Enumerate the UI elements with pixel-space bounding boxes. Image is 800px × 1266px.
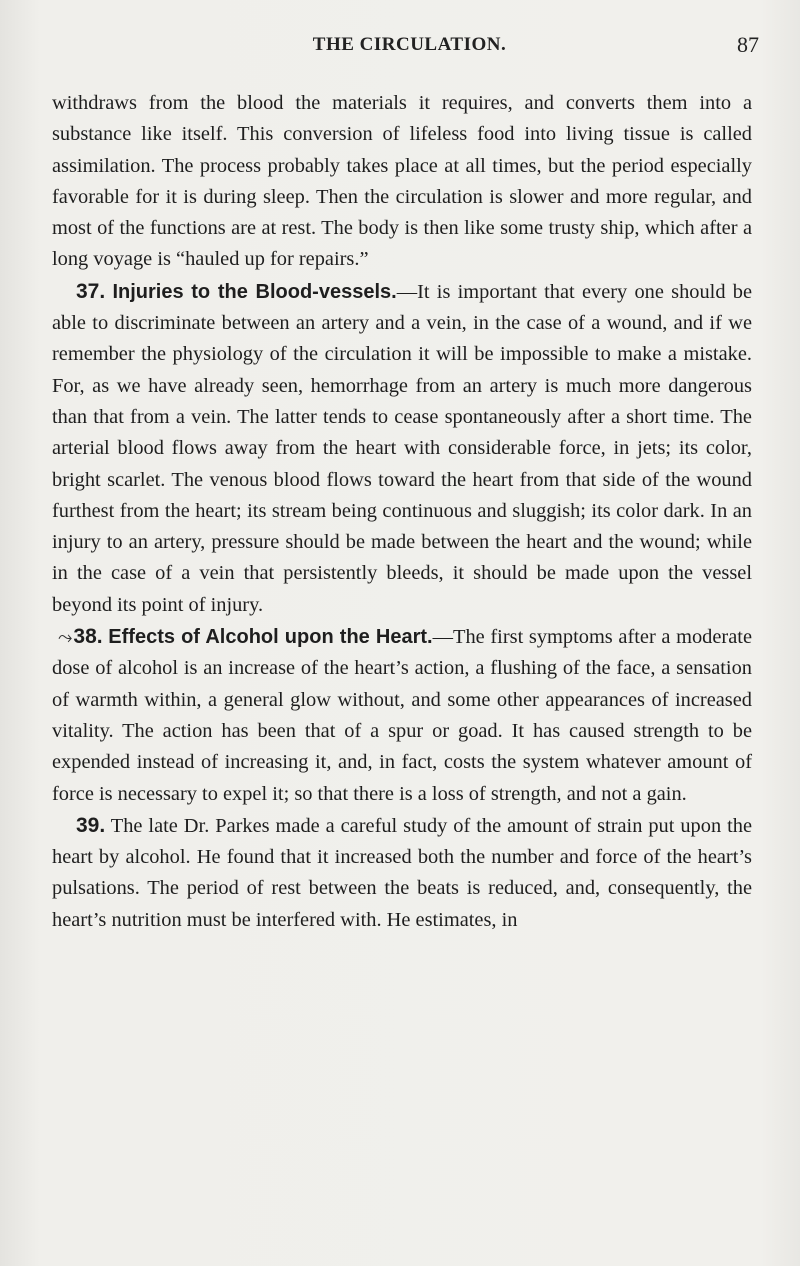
paragraph-continuation: withdraws from the blood the materials it requires, and converts them into a substance like itself. This conversion of lifeless food into living tissue is called assimilation. The process probably takes place at all times, but the period especially favorable for it is during sleep. Then the circulation is slower and more regular, and most of the functions are at rest. The body is then like some trusty ship, which after a long voyage is “hauled up for repairs.” bbox=[52, 92, 752, 271]
section-text: —It is important that every one should be able to discriminate between an artery and a vein, in the case of a wound, and if we remember the physiology of the circulation it will be impossible to make a mistake. For, as we have already seen, hemorrhage from an artery is much more dangerous than that from a vein. The latter tends to cease spontaneously after a short time. The arterial blood flows away from the heart with considerable force, in jets; its color, bright scarlet. The venous blood flows toward the heart from that side of the wound furthest from the heart; its stream being continuous and sluggish; its color dark. In an injury to an artery, pressure should be made between the heart and the wound; while in the case of a vein that persistently bleeds, it should be made upon the vessel beyond its point of injury. bbox=[52, 280, 752, 616]
running-head: THE CIRCULATION. bbox=[312, 34, 507, 55]
section-number: 37. bbox=[76, 279, 106, 303]
margin-mark-icon: ⤳ bbox=[58, 627, 73, 649]
section-number: 39. bbox=[76, 813, 106, 837]
body-text bbox=[52, 88, 752, 936]
section-title: Injuries to the Blood-vessels. bbox=[112, 280, 397, 303]
page-header bbox=[52, 34, 767, 64]
section-title: Effects of Alcohol upon the Heart. bbox=[108, 626, 433, 649]
section-text: —The first symptoms after a moderate dose of alcohol is an increase of the heart’s action, a flushing of the face, a sensation of warmth within, a general glow without, and some other appearances of increased vitality. The action has been that of a spur or goad. It has caused strength to be expended instead of increasing it, and, in fact, costs the system whatever amount of force is necessary to expel it; so that there is a loss of strength, and not a gain. bbox=[52, 626, 752, 805]
section-38 bbox=[52, 621, 752, 810]
section-text: The late Dr. Parkes made a careful study of the amount of strain put upon the heart by alcohol. He found that it increased both the number and force of the heart’s pulsations. The period of rest between the beats is reduced, and, consequently, the heart’s nutrition must be interfered with. He estimates, in bbox=[52, 814, 752, 931]
section-number: 38. bbox=[73, 625, 103, 649]
section-39 bbox=[52, 810, 752, 936]
section-37 bbox=[52, 276, 752, 621]
page-number: 87 bbox=[737, 32, 759, 57]
